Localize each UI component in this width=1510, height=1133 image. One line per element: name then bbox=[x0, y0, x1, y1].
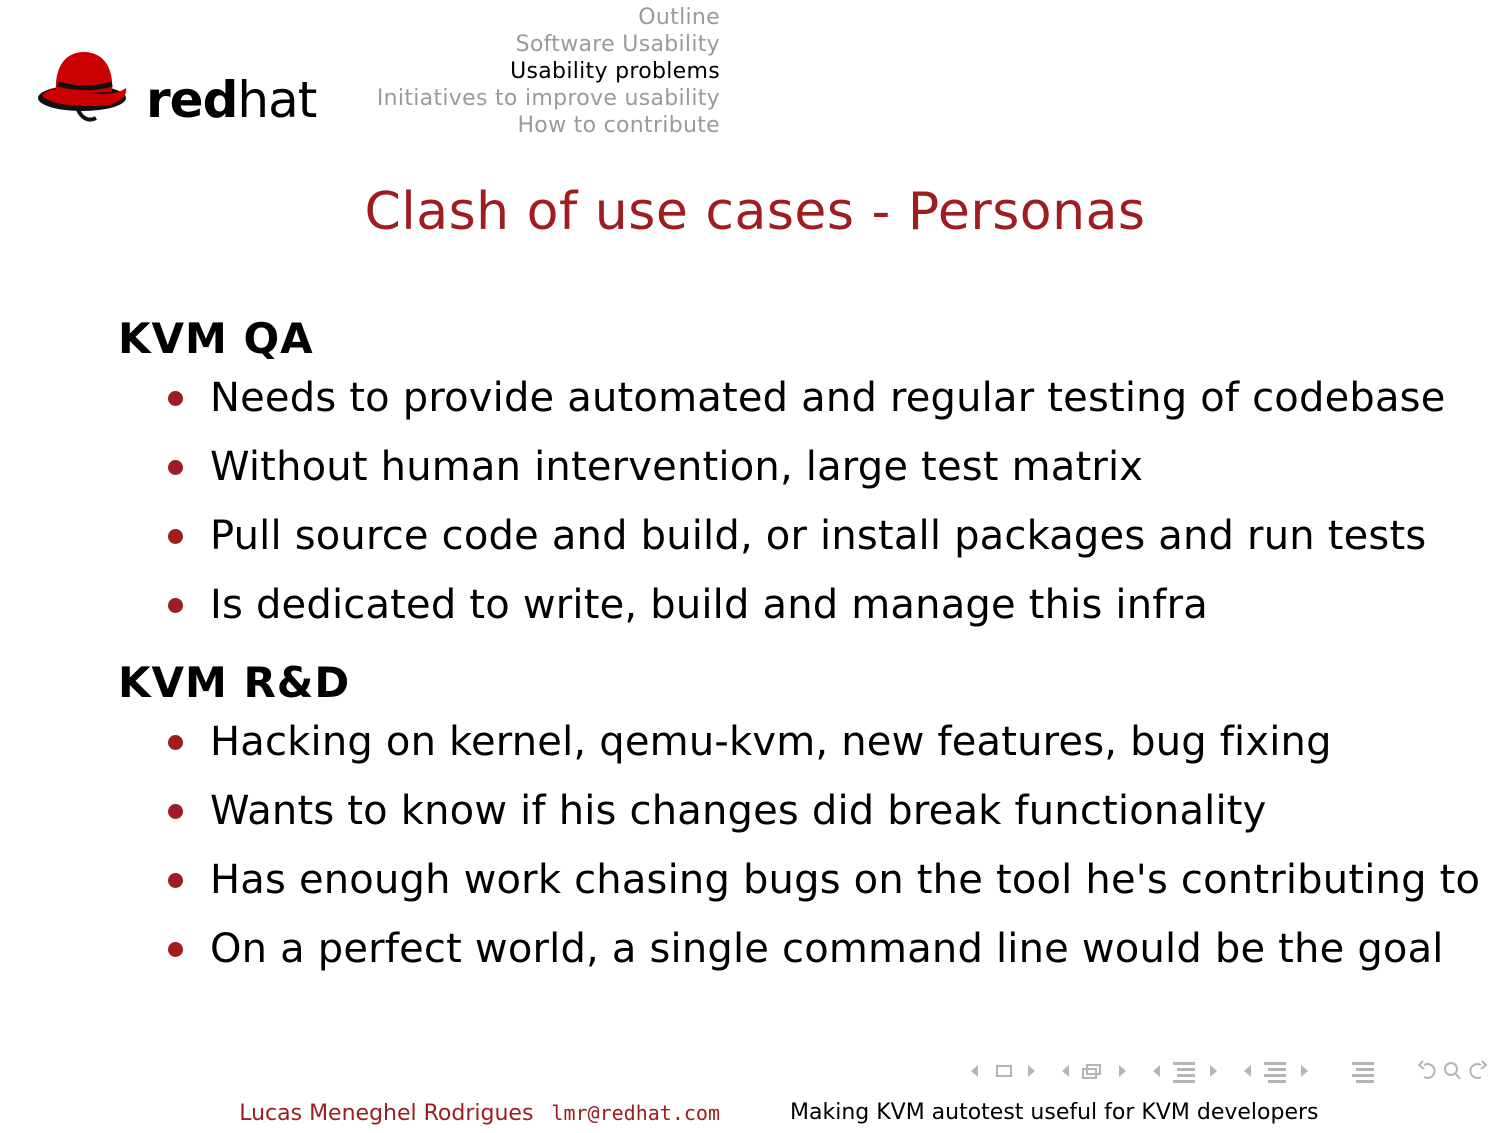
bullet-item bbox=[118, 502, 1498, 571]
forward-icon[interactable] bbox=[1470, 1061, 1486, 1078]
bullet-text: Without human intervention, large test matrix bbox=[210, 444, 1144, 490]
section-kvm-qa bbox=[118, 314, 1498, 640]
bullet-text: Has enough work chasing bugs on the tool he's contributing to bbox=[210, 857, 1481, 903]
bullet-text: Hacking on kernel, qemu-kvm, new features, bug fixing bbox=[210, 719, 1332, 765]
section-heading: KVM R&D bbox=[118, 658, 351, 707]
footer-author-block bbox=[239, 1096, 720, 1131]
bullet-item bbox=[118, 571, 1498, 640]
bullet-item bbox=[118, 708, 1498, 777]
footer-email: lmr@redhat.com bbox=[551, 1101, 720, 1125]
bullet-item bbox=[118, 846, 1498, 915]
footer-author: Lucas Meneghel Rodrigues bbox=[239, 1101, 534, 1126]
frame-nav-icon[interactable] bbox=[971, 1065, 1035, 1077]
bullet-icon bbox=[168, 735, 183, 750]
slide-title: Clash of use cases - Personas bbox=[364, 182, 1146, 242]
bullet-item bbox=[118, 777, 1498, 846]
bullet-icon bbox=[168, 942, 183, 957]
outline-icon[interactable] bbox=[1352, 1062, 1374, 1083]
slide-footer bbox=[0, 1096, 1510, 1130]
nav-item-usability-problems[interactable]: Usability problems bbox=[510, 59, 720, 84]
bullet-icon bbox=[168, 804, 183, 819]
bullet-list bbox=[118, 708, 1498, 984]
search-icon[interactable] bbox=[1445, 1063, 1460, 1079]
section-heading: KVM QA bbox=[118, 314, 314, 363]
bullet-icon bbox=[168, 598, 183, 613]
nav-item-software-usability[interactable]: Software Usability bbox=[515, 32, 720, 57]
bullet-text: Needs to provide automated and regular testing of codebase bbox=[210, 375, 1446, 421]
bullet-text: Pull source code and build, or install packages and run tests bbox=[210, 513, 1427, 559]
bullet-text: Wants to know if his changes did break functionality bbox=[210, 788, 1267, 834]
bullet-item bbox=[118, 915, 1498, 984]
nav-item-how-to-contribute[interactable]: How to contribute bbox=[517, 113, 720, 138]
section-navigation bbox=[377, 4, 720, 139]
footer-talk-title: Making KVM autotest useful for KVM developers bbox=[790, 1100, 1319, 1125]
back-icon[interactable] bbox=[1419, 1061, 1435, 1078]
nav-item-outline[interactable]: Outline bbox=[638, 5, 720, 30]
redhat-wordmark: redhat bbox=[146, 71, 317, 129]
bullet-icon bbox=[168, 460, 183, 475]
document-nav-icon[interactable] bbox=[1244, 1062, 1308, 1083]
shadowman-icon bbox=[38, 52, 126, 120]
section-kvm-rnd bbox=[118, 658, 1498, 984]
navigation-symbols bbox=[966, 1056, 1501, 1086]
bullet-text: Is dedicated to write, build and manage this infra bbox=[210, 582, 1208, 628]
bullet-icon bbox=[168, 391, 183, 406]
redhat-logo bbox=[36, 44, 326, 136]
bullet-item bbox=[118, 364, 1498, 433]
bullet-list bbox=[118, 364, 1498, 640]
subsection-nav-icon[interactable] bbox=[1062, 1065, 1126, 1078]
nav-item-initiatives[interactable]: Initiatives to improve usability bbox=[376, 86, 720, 111]
bullet-icon bbox=[168, 529, 183, 544]
bullet-icon bbox=[168, 873, 183, 888]
section-nav-icon[interactable] bbox=[1153, 1062, 1217, 1083]
bullet-item bbox=[118, 433, 1498, 502]
bullet-text: On a perfect world, a single command line would be the goal bbox=[210, 926, 1444, 972]
